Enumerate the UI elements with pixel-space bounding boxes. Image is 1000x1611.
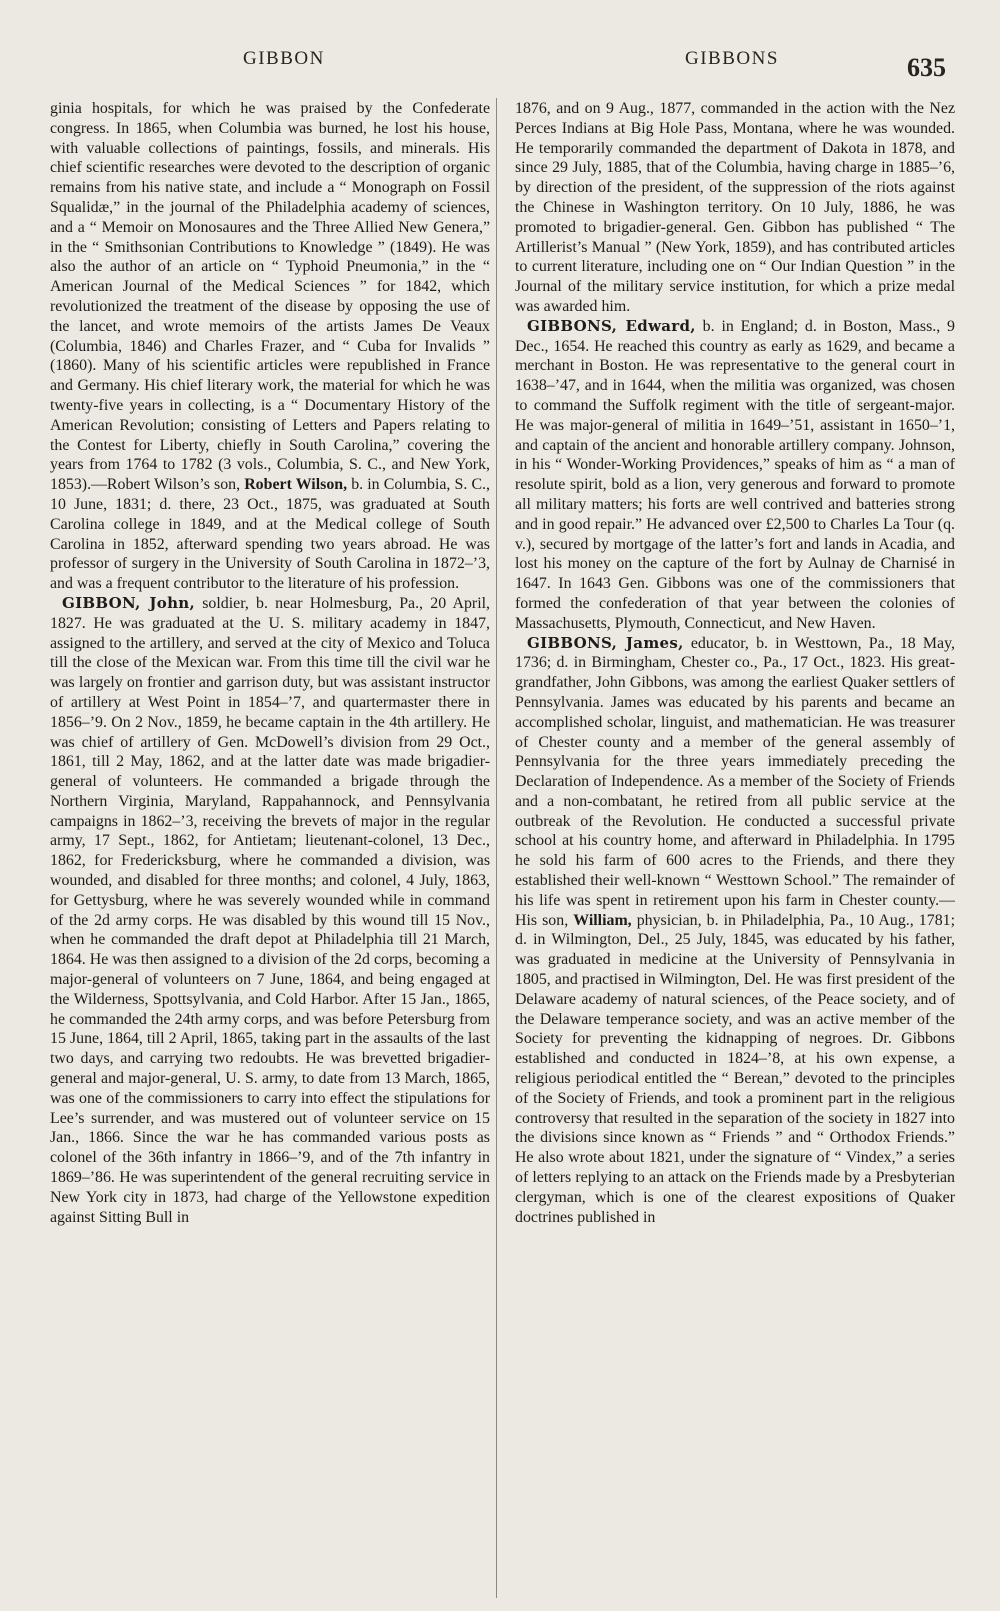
running-head-left: GIBBON	[243, 48, 325, 69]
entry-text: educator, b. in Westtown, Pa., 18 May, 1736; d. in Birmingham, Chester co., Pa., 17 Oct., 1823. His great-grandfather, John Gibbons, was among the earliest Quaker settlers of Pennsylvania. James was educated by his parents and became an accomplished scholar, linguist, and mathematician. He was treasurer of Chester county and a member of the general assembly of Pennsylvania for the three years immediately preceding the Declaration of Independence. As a member of the Society of Friends and a non-combatant, he retired from all public service at the outbreak of the Revolution. He conducted a successful private school at his country home, and afterward in Philadelphia. In 1795 he sold his farm of 600 acres to the Friends, and there they established their well-known “ Westtown School.” The remainder of his life was spent in retirement upon his farm in Chester county.—His son,	[515, 634, 955, 929]
entry-gibbons-james	[515, 634, 955, 1228]
column-divider	[496, 98, 497, 1598]
entry-gibbons-edward	[515, 317, 955, 634]
entry-text: soldier, b. near Holmesburg, Pa., 20 April, 1827. He was graduated at the U. S. military academy in 1847, assigned to the artillery, and served at the city of Mexico and Toluca till the close of the Mexican war. From this time till the civil war he was largely on frontier and garrison duty, but was assistant instructor of artillery at West Point in 1854–’7, and quartermaster there in 1856–’9. On 2 Nov., 1859, he became captain in the 4th artillery. He was chief of artillery of Gen. McDowell’s division from 29 Oct., 1861, till 2 May, 1862, and at the latter date was made brigadier-general of volunteers. He commanded a brigade through the Northern Virginia, Maryland, Rappahannock, and Pennsylvania campaigns in 1862–’3, receiving the brevets of major in the regular army, 17 Sept., 1862, for Antietam; lieutenant-colonel, 13 Dec., 1862, for Fredericksburg, where he commanded a division, was wounded, and disabled for three months; and colonel, 4 July, 1863, for Gettysburg, where he was severely wounded while in command of the 2d army corps. He was disabled by this wound till 15 Nov., when he commanded the draft depot at Philadelphia till 21 March, 1864. He was then assigned to a division of the 2d corps, becoming a major-general of volunteers on 7 June, 1864, and being engaged at the Wilderness, Spottsylvania, and Cold Harbor. After 15 Jan., 1865, he commanded the 24th army corps, and was before Petersburg from 15 June, 1864, till 2 April, 1865, taking part in the assaults of the last two days, and carrying two redoubts. He was brevetted brigadier-general and major-general, U. S. army, to date from 13 March, 1865, was one of the commissioners to carry into effect the stipulations for Lee’s surrender, and was mustered out of volunteer service on 15 Jan., 1866. Since the war he has commanded various posts as colonel of the 36th infantry in 1866–’9, and of the 7th infantry in 1869–’86. He was superintendent of the general recruiting service in New York city in 1873, had charge of the Yellowstone expedition against Sitting Bull in	[50, 594, 490, 1226]
entry-text: b. in England; d. in Boston, Mass., 9 Dec., 1654. He reached this country as early as 1629, and became a merchant in Boston. He was representative to the general court in 1638–’47, and in 1644, when the militia was organized, was chosen to command the Suffolk regiment with the title of sergeant-major. He was major-general of militia in 1649–’51, assistant in 1650–’1, and captain of the ancient and honorable artillery company. Johnson, in his “ Wonder-Working Providences,” speaks of him as “ a man of resolute spirit, bold as a lion, very generous and forward to promote all military matters; his forts are well contrived and batteries strong and in good repair.” He advanced over £2,500 to Charles La Tour (q. v.), secured by mortgage of the latter’s fort and lands in Acadia, and lost his money on the capture of the fort by Aulnay de Charnisé in 1647. In 1643 Gen. Gibbons was one of the commissioners that formed the confederation of that year between the colonies of Massachusetts, Plymouth, Connecticut, and New Haven.	[515, 317, 955, 632]
page-number: 635	[907, 53, 946, 82]
right-column	[515, 99, 955, 1599]
entry-headword: GIBBONS, James,	[527, 633, 684, 652]
continued-entry-paragraph: 1876, and on 9 Aug., 1877, commanded in the action with the Nez Perces Indians at Big Hole Pass, Montana, where he was wounded. He temporarily commanded the department of Dakota in 1878, and since 29 July, 1885, that of the Columbia, having charge in 1885–’6, by direction of the president, of the suppression of the riots against the Chinese in Washington territory. On 10 July, 1886, he was promoted to brigadier-general. Gen. Gibbon has published “ The Artillerist’s Manual ” (New York, 1859), and has contributed articles to current literature, including one on “ Our Indian Question ” in the Journal of the military service institution, for which a prize medal was awarded him.	[515, 100, 955, 315]
running-head-right: GIBBONS	[685, 48, 779, 69]
left-column	[50, 99, 490, 1599]
son-name: William,	[573, 911, 632, 929]
entry-headword: GIBBON, John,	[62, 593, 196, 612]
paragraph-text: b. in Columbia, S. C., 10 June, 1831; d. there, 23 Oct., 1875, was graduated at South Carolina college in 1849, and at the Medical college of South Carolina in 1852, afterward spending two years abroad. He was professor of surgery in the University of South Carolina in 1872–’3, and was a frequent contributor to the literature of his profession.	[50, 476, 490, 593]
entry-text: physician, b. in Philadelphia, Pa., 10 Aug., 1781; d. in Wilmington, Del., 25 July, 1845, was educated by his father, was graduated in medicine at the University of Pennsylvania in 1805, and practised in Wilmington, Del. He was first president of the Delaware academy of natural sciences, of the Peace society, and of the Delaware temperance society, and was an active member of the Society for preventing the kidnapping of negroes. Dr. Gibbons established and conducted in 1824–’8, at his own expense, a religious periodical entitled the “ Berean,” devoted to the principles of the Society of Friends, and took a prominent part in the religious controversy that resulted in the separation of the society in 1827 into the divisions since known as “ Friends ” and “ Orthodox Friends.” He also wrote about 1821, under the signature of “ Vindex,” a series of letters replying to an attack on the Friends made by a Presbyterian clergyman, which is one of the clearest expositions of Quaker doctrines published in	[515, 911, 955, 1226]
entry-headword: GIBBONS, Edward,	[527, 316, 696, 335]
son-name: Robert Wilson,	[244, 476, 348, 494]
entry-gibbon-john	[50, 594, 490, 1228]
paragraph-text: ginia hospitals, for which he was praised by the Confederate congress. In 1865, when Columbia was burned, he lost his house, with valuable collections of paintings, fossils, and minerals. His chief scientific researches were devoted to the description of organic remains from his native state, and include a “ Monograph on Fossil Squalidæ,” in the journal of the Philadelphia academy of sciences, and a “ Memoir on Monosaures and the Three Allied New Genera,” in the “ Smithsonian Contributions to Knowledge ” (1849). He was also the author of an article on “ Typhoid Pneumonia,” in the “ American Journal of the Medical Sciences ” for 1842, which revolutionized the treatment of the disease by opposing the use of the lancet, and wrote memoirs of the artists James De Veaux (Columbia, 1846) and Charles Frazer, and “ Cuba for Invalids ” (1860). Many of his scientific articles were republished in France and Germany. His chief literary work, the material for which he was twenty-five years in collecting, is a “ Documentary History of the American Revolution; consisting of Letters and Papers relating to the Contest for Liberty, chiefly in South Carolina,” covering the years from 1764 to 1782 (3 vols., Columbia, S. C., and New York, 1853).—Robert Wilson’s son,	[50, 100, 490, 494]
continued-entry-paragraph	[50, 99, 490, 594]
